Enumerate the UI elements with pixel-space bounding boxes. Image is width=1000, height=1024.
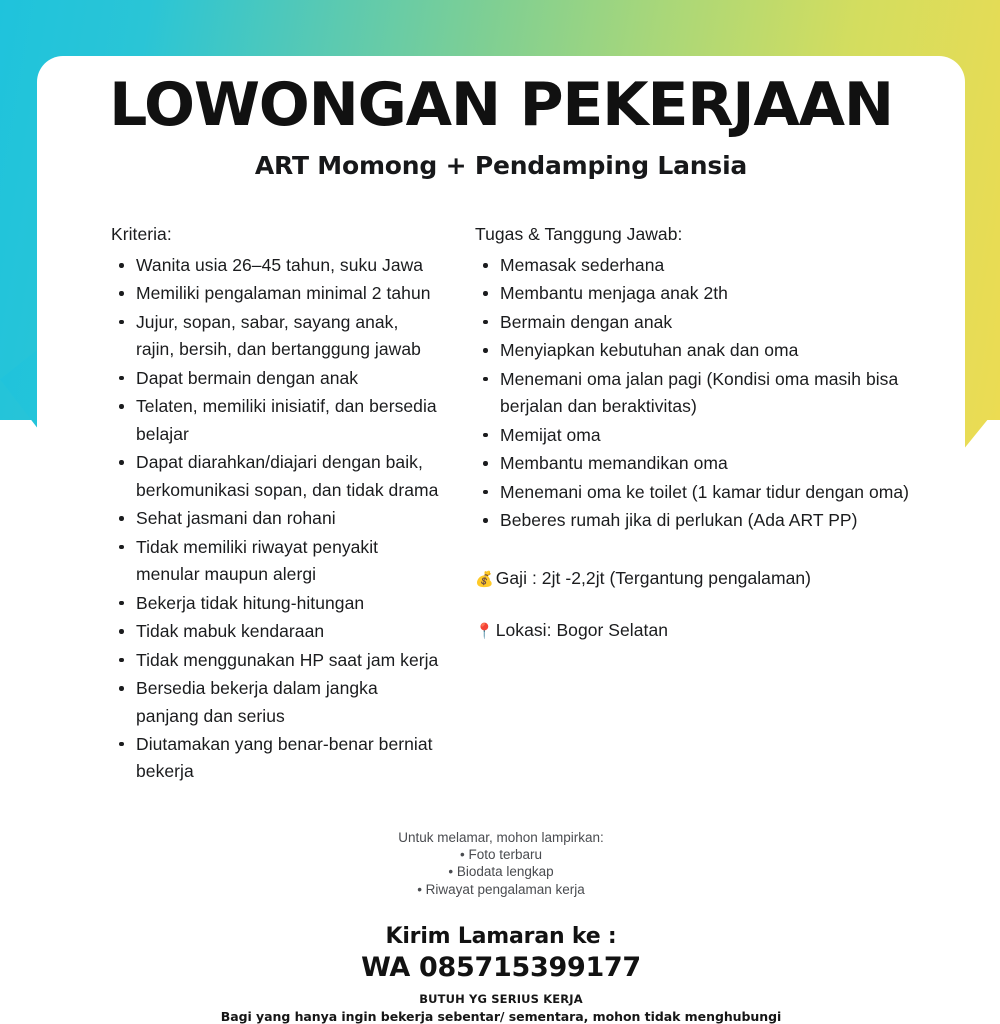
speech-bubble-tail-right: [963, 330, 1000, 450]
list-item: Menemani oma ke toilet (1 kamar tidur dengan oma): [475, 479, 965, 506]
page-subtitle: ART Momong + Pendamping Lansia: [254, 151, 748, 180]
list-item: Dapat diarahkan/diajari dengan baik, berkomunikasi sopan, dan tidak drama: [111, 449, 439, 504]
apply-requirement: • Foto terbaru: [459, 847, 542, 863]
criteria-heading: Kriteria:: [111, 224, 172, 244]
list-item: Beberes rumah jika di perlukan (Ada ART PP): [475, 507, 965, 534]
poster-card: [37, 56, 965, 1024]
list-item: Jujur, sopan, sabar, sayang anak, rajin, bersih, dan bertanggung jawab: [111, 309, 439, 364]
list-item: Menyiapkan kebutuhan anak dan oma: [475, 337, 965, 364]
list-item: Sehat jasmani dan rohani: [111, 505, 439, 532]
list-item: Diutamakan yang benar-benar berniat bekerja: [111, 731, 439, 786]
apply-heading: Untuk melamar, mohon lampirkan:: [398, 829, 604, 845]
list-item: Memasak sederhana: [475, 252, 965, 279]
apply-requirement: • Biodata lengkap: [448, 864, 554, 880]
disclaimer-text: Bagi yang hanya ingin bekerja sebentar/ sementara, mohon tidak menghubungi: [220, 1008, 782, 1024]
map-pin-icon: 📍: [475, 621, 494, 640]
content-columns: [37, 224, 965, 787]
location-line: [475, 617, 965, 643]
list-item: Wanita usia 26–45 tahun, suku Jawa: [111, 252, 439, 279]
list-item: Membantu memandikan oma: [475, 450, 965, 477]
criteria-list: [111, 252, 439, 786]
list-item: Bermain dengan anak: [475, 309, 965, 336]
list-item: Telaten, memiliki inisiatif, dan bersedia belajar: [111, 393, 439, 448]
duties-column: [439, 224, 965, 787]
page-title: LOWONGAN PEKERJAAN: [109, 70, 893, 140]
salary-line: [475, 565, 965, 591]
serious-notice: BUTUH YG SERIUS KERJA: [419, 991, 583, 1006]
list-item: Tidak mabuk kendaraan: [111, 618, 439, 645]
list-item: Menemani oma jalan pagi (Kondisi oma masih bisa berjalan dan beraktivitas): [475, 366, 965, 421]
list-item: Membantu menjaga anak 2th: [475, 280, 965, 307]
poster-footer: [37, 829, 965, 1024]
location-text: Lokasi: Bogor Selatan: [495, 619, 669, 640]
list-item: Tidak menggunakan HP saat jam kerja: [111, 647, 439, 674]
poster-header: [37, 56, 965, 180]
send-application-label: Kirim Lamaran ke :: [385, 923, 617, 949]
list-item: Bersedia bekerja dalam jangka panjang dan serius: [111, 675, 439, 730]
list-item: Bekerja tidak hitung-hitungan: [111, 590, 439, 617]
duties-heading: Tugas & Tanggung Jawab:: [475, 224, 683, 244]
salary-text: Gaji : 2jt -2,2jt (Tergantung pengalaman): [495, 567, 812, 588]
duties-list: [475, 252, 965, 535]
criteria-column: [37, 224, 439, 787]
list-item: Memijat oma: [475, 422, 965, 449]
apply-requirement: • Riwayat pengalaman kerja: [417, 881, 585, 897]
list-item: Tidak memiliki riwayat penyakit menular maupun alergi: [111, 534, 439, 589]
list-item: Dapat bermain dengan anak: [111, 365, 439, 392]
list-item: Memiliki pengalaman minimal 2 tahun: [111, 280, 439, 307]
money-bag-icon: 💰: [475, 569, 494, 588]
whatsapp-number[interactable]: WA 085715399177: [361, 951, 641, 983]
